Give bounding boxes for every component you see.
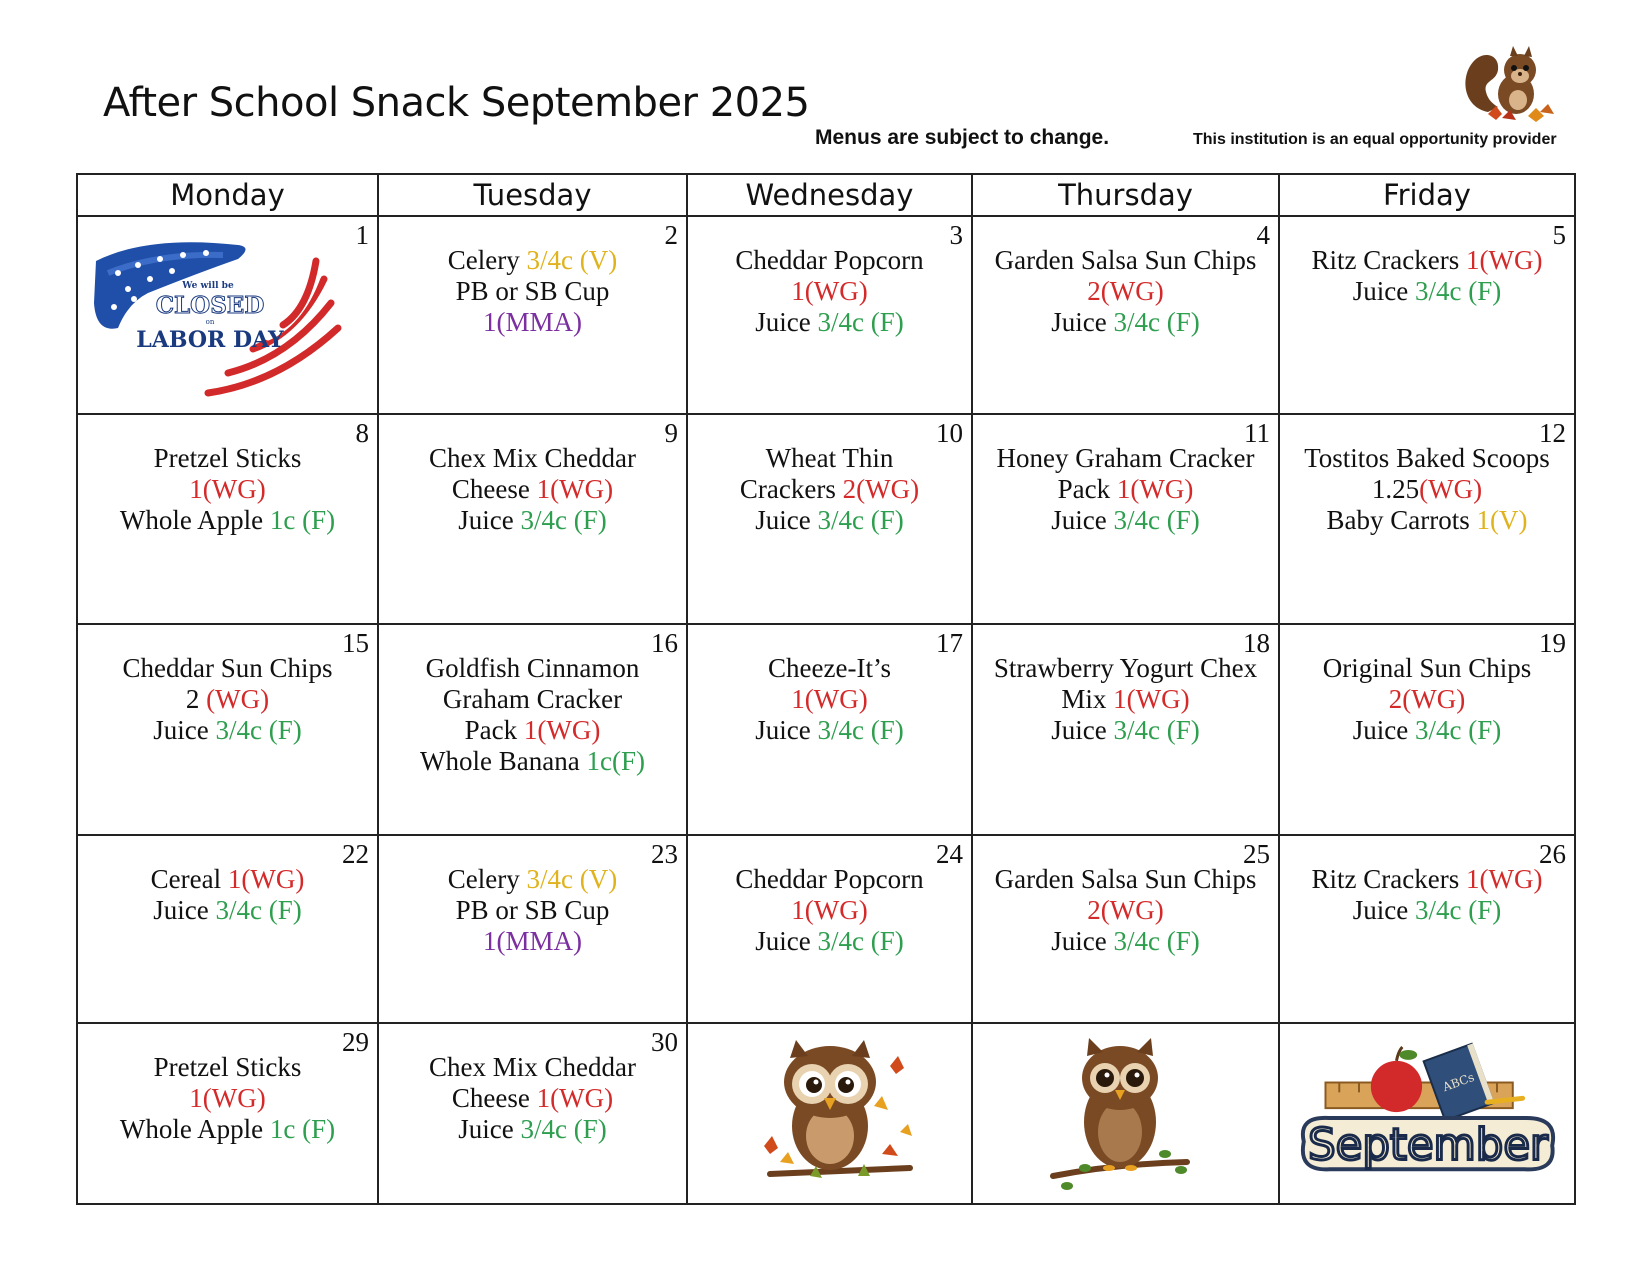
snack-menu [973, 625, 1278, 746]
serving-size: 3/4c (F) [817, 926, 904, 956]
menu-text: 1.25 [1371, 474, 1420, 504]
snack-menu [78, 836, 377, 926]
day-number: 29 [342, 1027, 369, 1057]
serving-size: 1(MMA) [483, 307, 582, 337]
day-cell [687, 835, 972, 1023]
menu-line [1284, 276, 1570, 307]
menu-line [82, 684, 373, 715]
menu-text: Goldfish Cinnamon [425, 653, 640, 683]
serving-size: 3/4c (V) [526, 864, 618, 894]
menu-line [383, 245, 682, 276]
menu-line [383, 276, 682, 307]
menu-text: Juice [755, 926, 818, 956]
day-number: 24 [936, 839, 963, 869]
day-cell [77, 1023, 378, 1204]
serving-size: 3/4c (F) [1415, 276, 1502, 306]
menu-text: PB or SB Cup [455, 276, 610, 306]
snack-menu [78, 415, 377, 536]
serving-size: 1(MMA) [483, 926, 582, 956]
day-cell [972, 216, 1279, 414]
menu-text: Honey Graham Cracker [996, 443, 1255, 473]
day-cell [378, 414, 687, 624]
page-title: After School Snack September 2025 [103, 80, 810, 126]
snack-menu [1280, 217, 1574, 307]
menu-text: Wheat Thin [765, 443, 894, 473]
day-number: 25 [1243, 839, 1270, 869]
snack-menu [1280, 625, 1574, 746]
menu-line [82, 1083, 373, 1114]
menu-text: Juice [755, 715, 818, 745]
serving-size: 1(WG) [1116, 474, 1194, 504]
menu-line [383, 307, 682, 338]
serving-size: 3/4c (F) [215, 895, 302, 925]
day-number: 11 [1244, 418, 1270, 448]
labor-day-closed-graphic [88, 233, 348, 403]
serving-size: 1(WG) [189, 1083, 266, 1113]
menu-line [82, 864, 373, 895]
weekday-header: Thursday [972, 174, 1279, 216]
labor-day-line1: We will be [182, 281, 234, 291]
menu-line [977, 245, 1274, 276]
menu-line [82, 1114, 373, 1145]
day-cell [77, 624, 378, 835]
serving-size: 3/4c (F) [817, 715, 904, 745]
menu-text: Celery [447, 864, 527, 894]
menu-line [82, 715, 373, 746]
snack-menu [688, 836, 971, 957]
menu-text: Juice [755, 505, 818, 535]
equal-opportunity-statement: This institution is an equal opportunity provider [1193, 131, 1557, 148]
owl-on-branch-graphic [1045, 1036, 1195, 1196]
menu-line [977, 443, 1274, 474]
menu-line [977, 653, 1274, 684]
serving-size: 2(WG) [1388, 684, 1466, 714]
day-cell [972, 414, 1279, 624]
menu-text: Baby Carrots [1326, 505, 1477, 535]
menu-line [1284, 474, 1570, 505]
serving-size: 1(WG) [791, 684, 868, 714]
day-number: 19 [1539, 628, 1566, 658]
snack-menu [1280, 836, 1574, 926]
serving-size: 1c(F) [586, 746, 645, 776]
menu-line [82, 505, 373, 536]
menu-text: Whole Apple [119, 505, 270, 535]
menu-line [692, 307, 967, 338]
snack-menu [379, 415, 686, 536]
day-cell [687, 624, 972, 835]
abcs-book-text: ABCs [1440, 1069, 1477, 1095]
calendar-table [76, 173, 1576, 1205]
day-cell [77, 414, 378, 624]
menu-text: Strawberry Yogurt Chex [993, 653, 1258, 683]
menu-line [383, 1114, 682, 1145]
menu-text: Whole Banana [420, 746, 587, 776]
serving-size: 3/4c (F) [817, 307, 904, 337]
menu-text: Juice [1051, 715, 1114, 745]
serving-size: 1c (F) [269, 1114, 336, 1144]
menu-text: Cheddar Sun Chips [122, 653, 333, 683]
menu-text: Garden Salsa Sun Chips [994, 245, 1257, 275]
september-label: September [1308, 1120, 1548, 1171]
serving-size: 3/4c (F) [1415, 715, 1502, 745]
menu-line [82, 895, 373, 926]
menu-line [383, 505, 682, 536]
menu-line [692, 653, 967, 684]
day-cell [972, 1023, 1279, 1204]
menu-line [1284, 684, 1570, 715]
menu-line [1284, 443, 1570, 474]
menu-line [977, 864, 1274, 895]
menu-line [977, 715, 1274, 746]
menu-line [977, 895, 1274, 926]
menu-text: Juice [1051, 505, 1114, 535]
menu-text: Juice [458, 1114, 521, 1144]
snack-menu [973, 836, 1278, 957]
serving-size: 3/4c (F) [520, 505, 607, 535]
menu-line [383, 715, 682, 746]
day-number: 9 [664, 418, 678, 448]
day-number: 10 [936, 418, 963, 448]
menu-line [383, 684, 682, 715]
serving-size: 2(WG) [842, 474, 920, 504]
day-cell [378, 1023, 687, 1204]
menu-text: Ritz Crackers [1311, 245, 1466, 275]
serving-size: (WG) [1419, 474, 1483, 504]
day-cell [378, 216, 687, 414]
snack-menu [78, 1024, 377, 1145]
menu-text: Juice [458, 505, 521, 535]
day-number: 12 [1539, 418, 1566, 448]
day-cell [1279, 1023, 1575, 1204]
day-number: 5 [1552, 220, 1566, 250]
snack-menu [379, 217, 686, 338]
snack-menu [379, 836, 686, 957]
day-cell [378, 624, 687, 835]
day-number: 1 [355, 220, 369, 250]
snack-menu [688, 625, 971, 746]
day-cell [1279, 414, 1575, 624]
menu-text: Juice [1051, 307, 1114, 337]
day-number: 17 [936, 628, 963, 658]
day-cell [1279, 835, 1575, 1023]
menu-text: Original Sun Chips [1322, 653, 1532, 683]
menu-line [692, 926, 967, 957]
labor-day-line3: on [205, 318, 215, 326]
snack-menu [1280, 415, 1574, 536]
weekday-header: Monday [77, 174, 378, 216]
menu-line [692, 505, 967, 536]
squirrel-icon [1458, 42, 1558, 124]
week-row [77, 835, 1575, 1023]
menu-text: 2 [185, 684, 207, 714]
serving-size: (WG) [206, 684, 270, 714]
serving-size: 1(WG) [189, 474, 266, 504]
weekday-header: Tuesday [378, 174, 687, 216]
menu-text: Cheddar Popcorn [735, 864, 924, 894]
menu-text: Juice [153, 715, 216, 745]
labor-day-line2: CLOSED [155, 292, 265, 319]
labor-day-line4: LABOR DAY [136, 327, 284, 353]
menu-line [82, 443, 373, 474]
day-number: 4 [1256, 220, 1270, 250]
snack-menu [973, 415, 1278, 536]
day-number: 16 [651, 628, 678, 658]
day-number: 23 [651, 839, 678, 869]
snack-menu [973, 217, 1278, 338]
snack-menu [379, 625, 686, 777]
menu-line [692, 276, 967, 307]
day-cell [972, 835, 1279, 1023]
menu-text: Juice [1051, 926, 1114, 956]
serving-size: 1(WG) [1465, 245, 1543, 275]
serving-size: 1(WG) [791, 276, 868, 306]
menu-text: Mix [1061, 684, 1114, 714]
serving-size: 3/4c (F) [1113, 926, 1200, 956]
serving-size: 3/4c (F) [817, 505, 904, 535]
day-number: 26 [1539, 839, 1566, 869]
menu-line [383, 864, 682, 895]
week-row [77, 1023, 1575, 1204]
menu-line [977, 684, 1274, 715]
menu-line [1284, 653, 1570, 684]
menu-text: Chex Mix Cheddar [429, 443, 636, 473]
day-cell [972, 624, 1279, 835]
day-number: 8 [355, 418, 369, 448]
day-number: 3 [949, 220, 963, 250]
day-number: 30 [651, 1027, 678, 1057]
week-row [77, 624, 1575, 835]
serving-size: 3/4c (F) [1415, 895, 1502, 925]
menu-line [692, 895, 967, 926]
menu-line [977, 926, 1274, 957]
menu-line [82, 653, 373, 684]
serving-size: 3/4c (F) [520, 1114, 607, 1144]
menu-line [82, 1052, 373, 1083]
day-cell [1279, 216, 1575, 414]
serving-size: 2(WG) [1087, 895, 1164, 925]
menu-line [383, 895, 682, 926]
menu-text: Juice [1352, 715, 1415, 745]
september-apple-book-graphic [1290, 1042, 1566, 1192]
serving-size: 1(WG) [791, 895, 868, 925]
menu-text: Whole Apple [119, 1114, 270, 1144]
menu-text: Cheeze-It’s [768, 653, 891, 683]
menu-text: Pack [1057, 474, 1117, 504]
day-cell [687, 1023, 972, 1204]
menu-line [692, 245, 967, 276]
serving-size: 1(V) [1476, 505, 1528, 535]
menu-line [692, 443, 967, 474]
menu-line [977, 307, 1274, 338]
snack-menu [688, 415, 971, 536]
day-cell [687, 216, 972, 414]
day-number: 22 [342, 839, 369, 869]
serving-size: 3/4c (F) [1113, 715, 1200, 745]
menu-text: Juice [755, 307, 818, 337]
menu-text: Graham Cracker [442, 684, 623, 714]
menu-line [692, 684, 967, 715]
serving-size: 3/4c (F) [215, 715, 302, 745]
weekday-header: Friday [1279, 174, 1575, 216]
day-number: 2 [664, 220, 678, 250]
week-row [77, 216, 1575, 414]
day-number: 18 [1243, 628, 1270, 658]
serving-size: 1(WG) [536, 1083, 614, 1113]
owl-autumn-leaves-graphic [750, 1036, 920, 1186]
menu-line [692, 715, 967, 746]
serving-size: 3/4c (V) [526, 245, 618, 275]
menu-line [1284, 895, 1570, 926]
menu-line [977, 276, 1274, 307]
menu-text: Juice [153, 895, 216, 925]
menu-text: PB or SB Cup [455, 895, 610, 925]
snack-menu [688, 217, 971, 338]
menu-text: Cheese [451, 1083, 537, 1113]
menu-text: Garden Salsa Sun Chips [994, 864, 1257, 894]
menu-line [692, 864, 967, 895]
serving-size: 1(WG) [536, 474, 614, 504]
menu-text: Cheese [451, 474, 537, 504]
serving-size: 3/4c (F) [1113, 307, 1200, 337]
snack-menu [379, 1024, 686, 1145]
serving-size: 2(WG) [1087, 276, 1164, 306]
serving-size: 1(WG) [1113, 684, 1190, 714]
serving-size: 1c (F) [269, 505, 336, 535]
day-cell [77, 835, 378, 1023]
menu-change-notice: Menus are subject to change. [815, 126, 1110, 149]
menu-line [1284, 715, 1570, 746]
weekday-header: Wednesday [687, 174, 972, 216]
day-number: 15 [342, 628, 369, 658]
menu-line [977, 474, 1274, 505]
menu-line [1284, 505, 1570, 536]
menu-text: Chex Mix Cheddar [429, 1052, 636, 1082]
week-row [77, 414, 1575, 624]
menu-text: Juice [1352, 276, 1415, 306]
menu-text: Celery [447, 245, 527, 275]
day-cell [378, 835, 687, 1023]
menu-line [383, 1052, 682, 1083]
menu-line [383, 1083, 682, 1114]
weekday-header-row [77, 174, 1575, 216]
menu-line [82, 474, 373, 505]
menu-text: Cheddar Popcorn [735, 245, 924, 275]
menu-line [383, 653, 682, 684]
menu-line [977, 505, 1274, 536]
serving-size: 3/4c (F) [1113, 505, 1200, 535]
snack-menu [78, 625, 377, 746]
menu-text: Pretzel Sticks [153, 1052, 302, 1082]
day-cell [77, 216, 378, 414]
menu-text: Pack [464, 715, 524, 745]
menu-line [383, 474, 682, 505]
serving-size: 1(WG) [227, 864, 305, 894]
serving-size: 1(WG) [523, 715, 601, 745]
menu-line [383, 443, 682, 474]
menu-line [1284, 245, 1570, 276]
menu-text: Juice [1352, 895, 1415, 925]
menu-text: Tostitos Baked Scoops [1304, 443, 1550, 473]
menu-line [1284, 864, 1570, 895]
day-cell [1279, 624, 1575, 835]
menu-text: Crackers [739, 474, 843, 504]
menu-text: Pretzel Sticks [153, 443, 302, 473]
serving-size: 1(WG) [1465, 864, 1543, 894]
menu-text: Ritz Crackers [1311, 864, 1466, 894]
menu-line [383, 926, 682, 957]
menu-text: Cereal [150, 864, 228, 894]
day-cell [687, 414, 972, 624]
menu-line [692, 474, 967, 505]
menu-line [383, 746, 682, 777]
